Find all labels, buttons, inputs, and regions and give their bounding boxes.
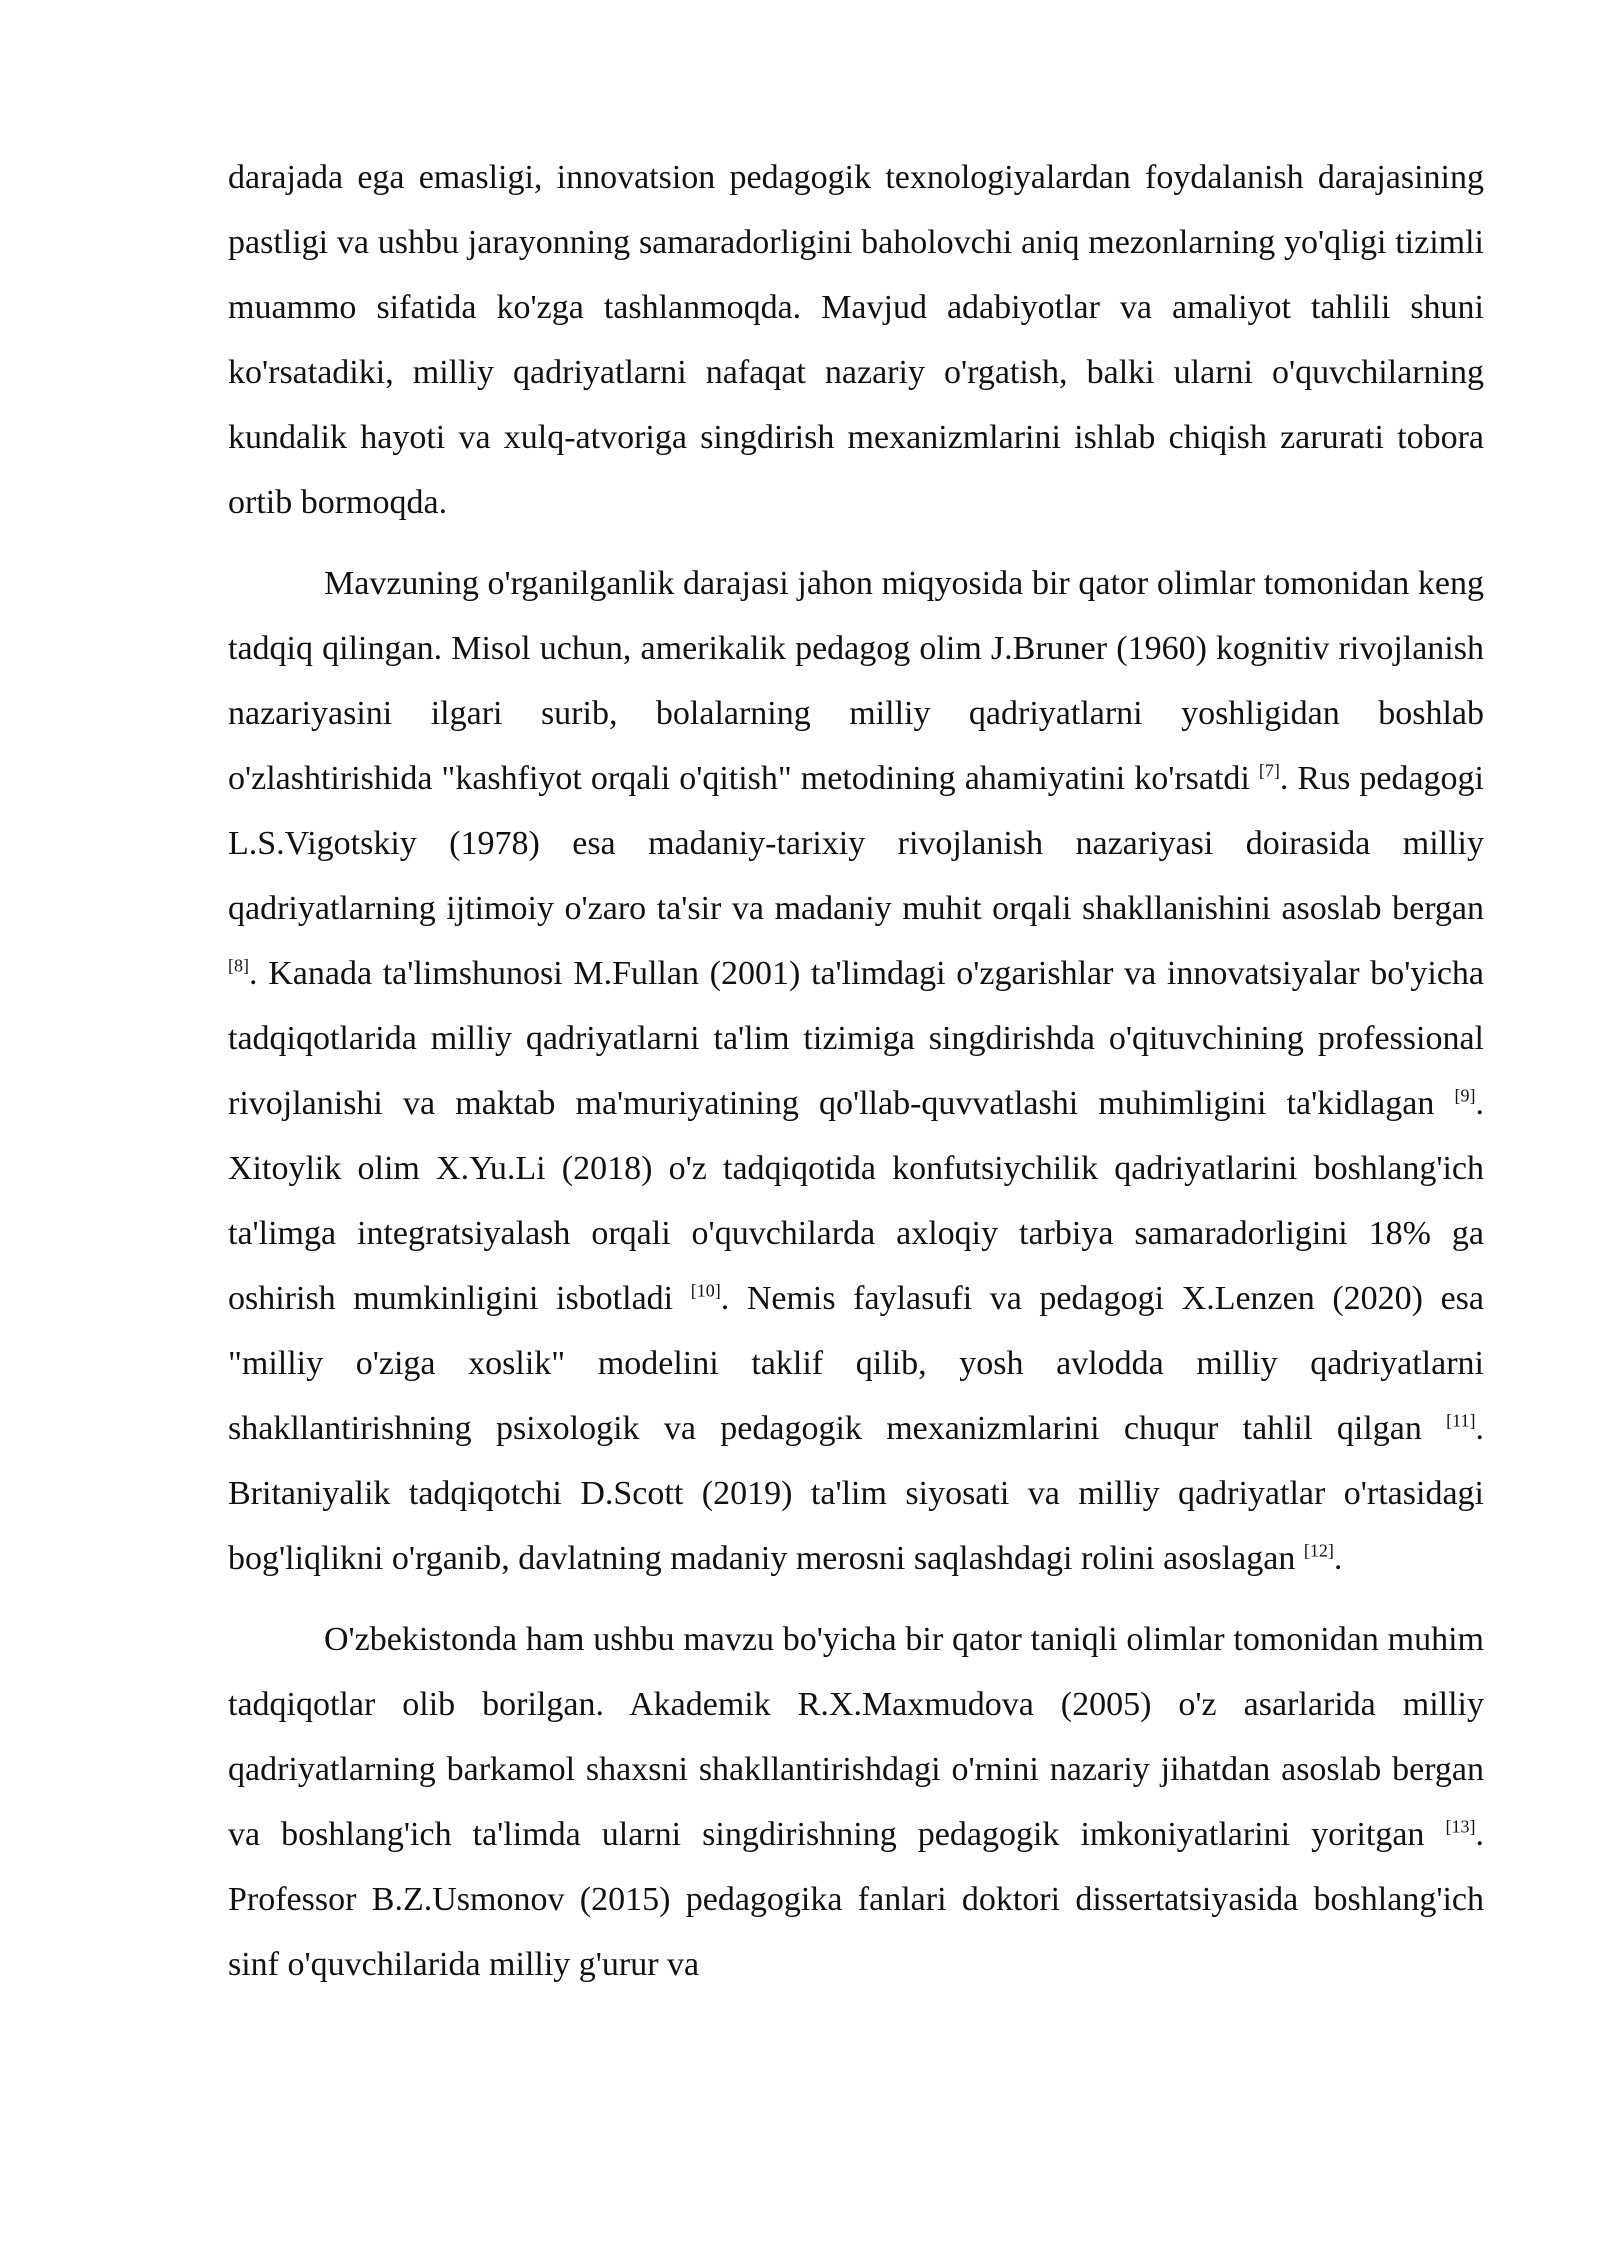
- paragraph: [228, 1607, 1484, 1997]
- text-segment: Mavzuning o'rganilganlik darajasi jahon miqyosida bir qator olimlar tomonidan keng tadqiq qilingan. Misol uchun, amerikalik pedagog olim J.Bruner (1960) kognitiv rivojlanish nazariyasini ilgari surib, bolalarning milliy qadriyatlarni yoshligidan boshlab o'zlashtirishida "kashfiyot orqali o'qitish" metodining ahamiyatini ko'rsatdi: [228, 565, 1484, 797]
- citation-reference: [12]: [1303, 1540, 1334, 1561]
- text-segment: . Britaniyalik tadqiqotchi D.Scott (2019) ta'lim siyosati va milliy qadriyatlar o'rtasidagi bog'liqlikni o'rganib, davlatning madaniy merosni saqlashdagi rolini asoslagan: [228, 1410, 1484, 1577]
- text-segment: . Rus pedagogi L.S.Vigotskiy (1978) esa madaniy-tarixiy rivojlanish nazariyasi doirasida milliy qadriyatlarning ijtimoiy o'zaro ta'sir va madaniy muhit orqali shakllanishini asoslab bergan: [228, 760, 1484, 927]
- text-segment: . Professor B.Z.Usmonov (2015) pedagogika fanlari doktori dissertatsiyasida boshlang'ich sinf o'quvchilarida milliy g'urur va: [228, 1816, 1484, 1983]
- paragraph: [228, 551, 1484, 1591]
- body-text: [228, 145, 1484, 2013]
- citation-reference: [9]: [1454, 1085, 1476, 1106]
- paragraph: [228, 145, 1484, 535]
- text-segment: . Xitoylik olim X.Yu.Li (2018) o'z tadqiqotida konfutsiychilik qadriyatlarini boshlang'ich ta'limga integratsiyalash orqali o'quvchilarda axloqiy tarbiya samaradorligini 18% ga oshirish mumkinligini isbotladi: [228, 1085, 1484, 1317]
- citation-reference: [10]: [690, 1280, 721, 1301]
- citation-reference: [7]: [1258, 760, 1280, 781]
- text-segment: .: [1333, 1540, 1343, 1577]
- text-segment: O'zbekistonda ham ushbu mavzu bo'yicha bir qator taniqli olimlar tomonidan muhim tadqiqotlar olib borilgan. Akademik R.X.Maxmudova (2005) o'z asarlarida milliy qadriyatlarning barkamol shaxsni shakllantirishdagi o'rnini nazariy jihatdan asoslab bergan va boshlang'ich ta'limda ularni singdirishning pedagogik imkoniyatlarini yoritgan: [228, 1621, 1484, 1853]
- citation-reference: [8]: [228, 955, 249, 976]
- citation-reference: [11]: [1446, 1410, 1476, 1431]
- citation-reference: [13]: [1445, 1816, 1476, 1837]
- text-segment: . Kanada ta'limshunosi M.Fullan (2001) ta'limdagi o'zgarishlar va innovatsiyalar bo'yicha tadqiqotlarida milliy qadriyatlarni ta'lim tizimiga singdirishda o'qituvchining professional rivojlanishi va maktab ma'muriyatining qo'llab-quvvatlashi muhimligini ta'kidlagan: [228, 955, 1484, 1122]
- text-segment: . Nemis faylasufi va pedagogi X.Lenzen (2020) esa "milliy o'ziga xoslik" modelini taklif qilib, yosh avlodda milliy qadriyatlarni shakllantirishning psixologik va pedagogik mexanizmlarini chuqur tahlil qilgan: [228, 1280, 1484, 1447]
- text-segment: darajada ega emasligi, innovatsion pedagogik texnologiyalardan foydalanish darajasining pastligi va ushbu jarayonning samaradorligini baholovchi aniq mezonlarning yo'qligi tizimli muammo sifatida ko'zga tashlanmoqda. Mavjud adabiyotlar va amaliyot tahlili shuni ko'rsatadiki, milliy qadriyatlarni nafaqat nazariy o'rgatish, balki ularni o'quvchilarning kundalik hayoti va xulq-atvoriga singdirish mexanizmlarini ishlab chiqish zarurati tobora ortib bormoqda.: [228, 159, 1484, 521]
